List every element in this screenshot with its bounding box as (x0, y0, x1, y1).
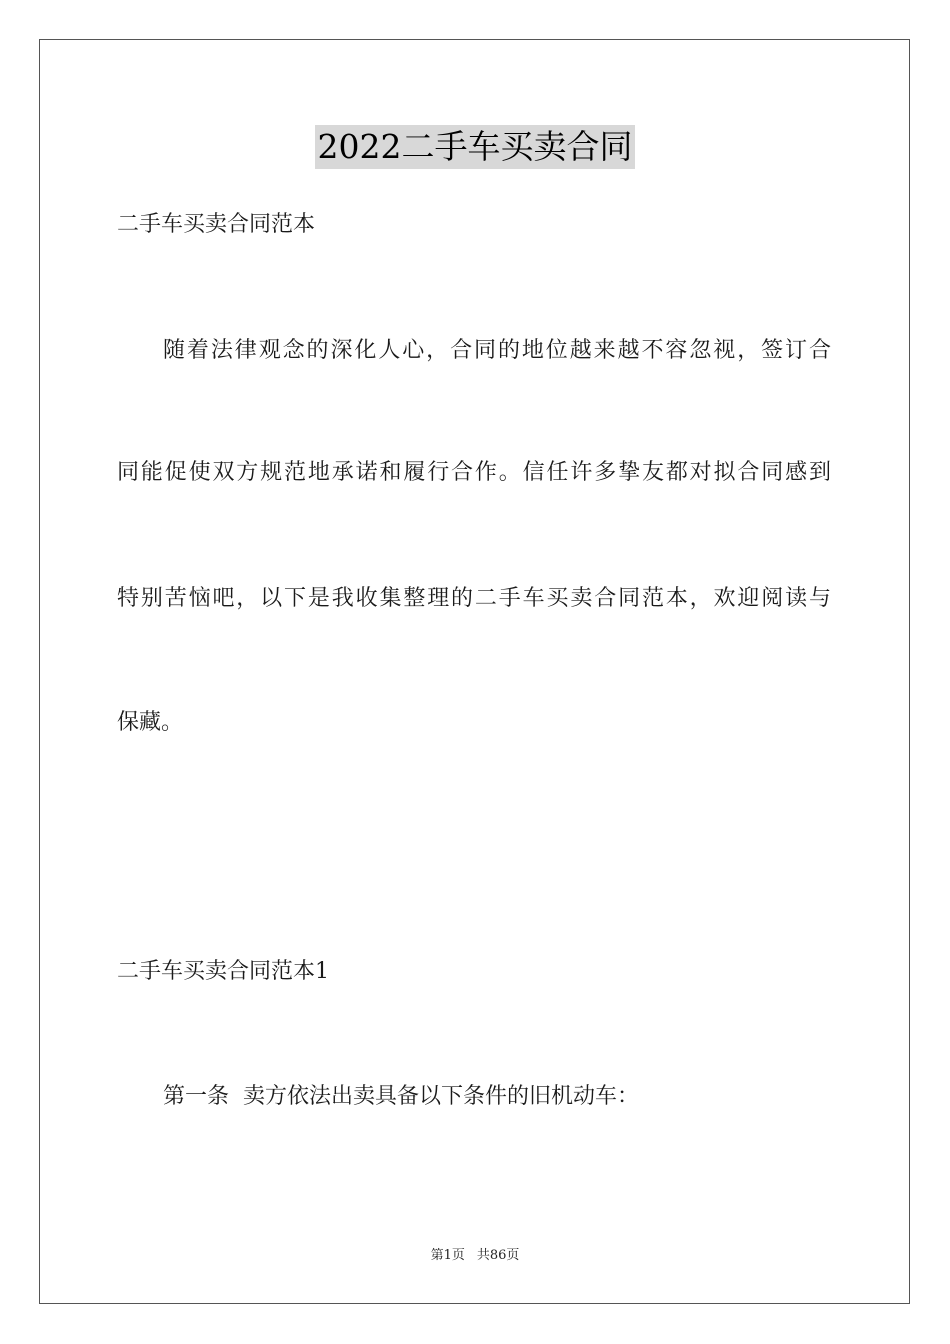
paragraph-line: 同能促使双方规范地承诺和履行合作。信任许多挚友都对拟合同感到 (117, 460, 831, 485)
page-total: 共86页 (476, 1248, 520, 1263)
document-title: 2022二手车买卖合同 (315, 125, 636, 169)
page-number: 第1页 (430, 1248, 465, 1263)
clause-line: 第一条 卖方依法出卖具备以下条件的旧机动车： (163, 1084, 639, 1109)
paragraph-line: 特别苦恼吧，以下是我收集整理的二手车买卖合同范本，欢迎阅读与 (117, 586, 831, 611)
page-footer (0, 1247, 950, 1265)
title-container (0, 125, 950, 169)
paragraph-line: 保藏。 (117, 710, 184, 735)
section-heading: 二手车买卖合同范本 (117, 212, 316, 237)
paragraph-line: 随着法律观念的深化人心，合同的地位越来越不容忽视，签订合 (163, 338, 831, 363)
section-heading: 二手车买卖合同范本1 (117, 959, 329, 984)
